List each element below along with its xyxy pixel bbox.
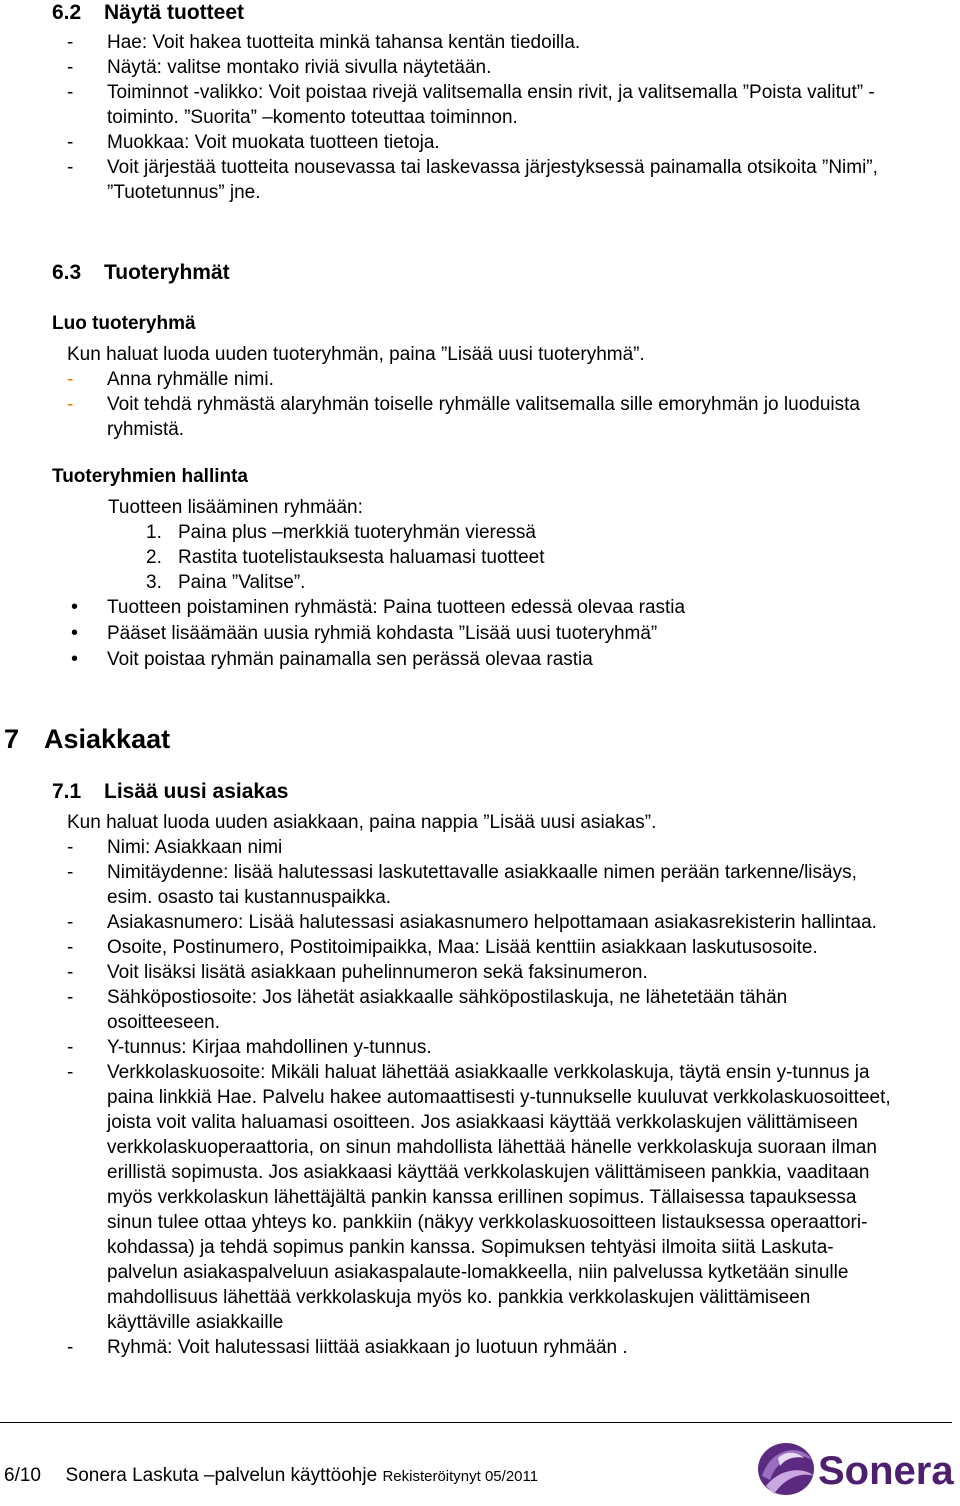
hallinta-bullets <box>67 595 952 673</box>
section-title: Näytä tuotteet <box>104 1 245 24</box>
footer-divider <box>0 1422 952 1423</box>
section-number: 7 <box>4 724 20 754</box>
list-item: 1. Paina plus –merkkiä tuoteryhmän vieressä <box>146 522 537 543</box>
list-item: - Y-tunnus: Kirjaa mahdollinen y-tunnus. <box>67 1037 432 1058</box>
section-title: Tuoteryhmät <box>104 261 230 284</box>
hallinta-block <box>108 495 908 595</box>
luo-tuoteryhma-heading: Luo tuoteryhmä <box>52 313 196 334</box>
list-item: • Tuotteen poistaminen ryhmästä: Paina tuotteen edessä olevaa rastia <box>71 596 686 618</box>
list-item: - Muokkaa: Voit muokata tuotteen tietoja. <box>67 132 440 153</box>
section-number: 6.2 <box>52 1 82 24</box>
tuoteryhmien-hallinta-heading: Tuoteryhmien hallinta <box>52 466 249 487</box>
logo-text: Sonera <box>818 1449 954 1493</box>
list-item: - Nimitäydenne: lisää halutessasi laskutettavalle asiakkaalle nimen perään tarkenne/lisäys, esim. osasto tai kustannuspaikka. <box>67 862 857 908</box>
list-item: 3. Paina ”Valitse”. <box>146 572 306 593</box>
sonera-logo <box>752 1436 958 1502</box>
section-title: Asiakkaat <box>44 724 171 754</box>
paragraph: Kun haluat luoda uuden tuoteryhmän, paina ”Lisää uusi tuoteryhmä”. <box>67 344 645 365</box>
section-6-2-heading <box>52 0 244 26</box>
list-item: - Voit tehdä ryhmästä alaryhmän toiselle ryhmälle valitsemalla sille emoryhmän jo luoduista ryhmistä. <box>67 394 860 440</box>
page-number: 6/10 <box>4 1465 41 1486</box>
list-item: - Asiakasnumero: Lisää halutessasi asiakasnumero helpottamaan asiakasrekisterin hallintaa. <box>67 912 877 933</box>
footer <box>4 1463 538 1489</box>
footer-registered: Rekisteröitynyt 05/2011 <box>382 1468 539 1485</box>
list-item: - Toiminnot -valikko: Voit poistaa rivejä valitsemalla ensin rivit, ja valitsemalla ”Poista valitut” -toiminto. ”Suorita” –komento toteuttaa toiminnon. <box>67 82 875 128</box>
section-7-1-block <box>67 810 897 1360</box>
list-item: - Verkkolaskuosoite: Mikäli haluat lähettää asiakkaalle verkkolaskuja, täytä ensin y-tunnus ja paina linkkiä Hae. Palvelu hakee automaattisesti y-tunnukselle kuuluvat verkkolaskuosoitteet, joista voit valita haluamasi osoitteen. Jos asiakkaasi käyttää verkkolaskujen välittämiseen verkkolaskuoperaattoria, on sinun mahdollista lähettää hänelle verkkolaskuja suoraan ilman erillistä sopimusta. Jos asiakkaasi käyttää verkkolaskujen välittämiseen pankkia, vaaditaan myös verkkolaskun lähettäjältä pankin kanssa erillinen sopimus. Tällaisessa tapauksessa sinun tulee ottaa yhteys ko. pankkiin (näkyy verkkolaskuosoitteen listauksessa operaattori-kohdassa) ja tehdä sopimus pankin kanssa. Sopimuksen tehtyäsi ilmoita siitä Laskuta-palvelun asiakaspalveluun asiakaspalaute-lomakkeella, niin palvelussa kytketään sinulle mahdollisuus lähettää verkkolaskuja myös ko. pankkia verkkolaskujen välittämiseen käyttäville asiakkaille <box>67 1062 891 1333</box>
paragraph: Tuotteen lisääminen ryhmään: <box>108 497 363 518</box>
list-item: - Voit lisäksi lisätä asiakkaan puhelinnumeron sekä faksinumeron. <box>67 962 648 983</box>
section-7-heading <box>4 723 170 755</box>
paragraph: Kun haluat luoda uuden asiakkaan, paina nappia ”Lisää uusi asiakas”. <box>67 812 657 833</box>
list-item: - Anna ryhmälle nimi. <box>67 369 274 390</box>
list-item: • Pääset lisäämään uusia ryhmiä kohdasta ”Lisää uusi tuoteryhmä” <box>71 622 658 644</box>
luo-tuoteryhma-block <box>67 342 897 442</box>
list-item: - Voit järjestää tuotteita nousevassa tai laskevassa järjestyksessä painamalla otsikoita ”Nimi”, ”Tuotetunnus” jne. <box>67 157 878 203</box>
list-item: • Voit poistaa ryhmän painamalla sen perässä olevaa rastia <box>71 648 593 670</box>
sonera-swirl-icon <box>758 1443 814 1495</box>
list-item: - Ryhmä: Voit halutessasi liittää asiakkaan jo luotuun ryhmään . <box>67 1337 628 1358</box>
list-item: 2. Rastita tuotelistauksesta haluamasi tuotteet <box>146 547 545 568</box>
list-item: - Sähköpostiosoite: Jos lähetät asiakkaalle sähköpostilaskuja, ne lähetetään tähän osoitteeseen. <box>67 987 788 1033</box>
section-number: 6.3 <box>52 261 82 284</box>
section-6-2-list <box>67 30 917 205</box>
section-6-3-heading <box>52 260 230 286</box>
section-number: 7.1 <box>52 780 82 803</box>
list-item: - Nimi: Asiakkaan nimi <box>67 837 283 858</box>
section-title: Lisää uusi asiakas <box>104 780 289 803</box>
list-item: - Näytä: valitse montako riviä sivulla näytetään. <box>67 57 492 78</box>
list-item: - Osoite, Postinumero, Postitoimipaikka, Maa: Lisää kenttiin asiakkaan laskutusosoite. <box>67 937 818 958</box>
list-item: - Hae: Voit hakea tuotteita minkä tahansa kentän tiedoilla. <box>67 32 581 53</box>
section-7-1-heading <box>52 779 288 805</box>
footer-title: Sonera Laskuta –palvelun käyttöohje <box>65 1465 378 1486</box>
